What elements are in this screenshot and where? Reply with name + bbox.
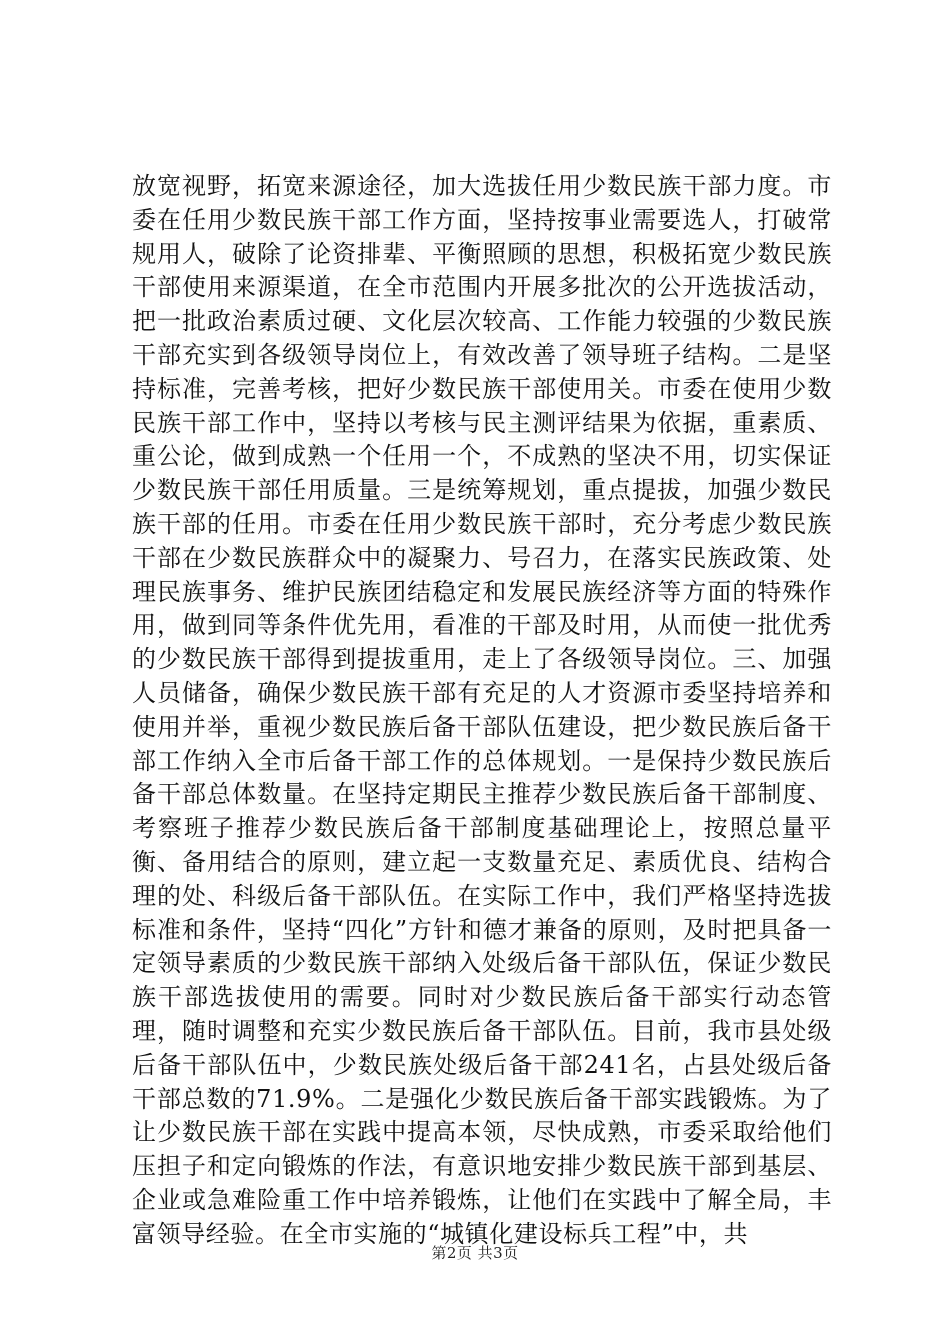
body-paragraph: 放宽视野，拓宽来源途径，加大选拔任用少数民族干部力度。市委在任用少数民族干部工作方面，坚持按事业需要选人，打破常规用人，破除了论资排辈、平衡照顾的思想，积极拓宽少数民族干部使用来源渠道，在全市范围内开展多批次的公开选拔活动，把一批政治素质过硬、文化层次较高、工作能力较强的少数民族干部充实到各级领导岗位上，有效改善了领导班子结构。二是坚持标准，完善考核，把好少数民族干部使用关。市委在使用少数民族干部工作中，坚持以考核与民主测评结果为依据，重素质、重公论，做到成熟一个任用一个，不成熟的坚决不用，切实保证少数民族干部任用质量。三是统筹规划，重点提拔，加强少数民族干部的任用。市委在任用少数民族干部时，充分考虑少数民族干部在少数民族群众中的凝聚力、号召力，在落实民族政策、处理民族事务、维护民族团结稳定和发展民族经济等方面的特殊作用，做到同等条件优先用，看准的干部及时用，从而使一批优秀的少数民族干部得到提拔重用，走上了各级领导岗位。三、加强人员储备，确保少数民族干部有充足的人才资源市委坚持培养和使用并举，重视少数民族后备干部队伍建设，把少数民族后备干部工作纳入全市后备干部工作的总体规划。一是保持少数民族后备干部总体数量。在坚持定期民主推荐少数民族后备干部制度、考察班子推荐少数民族后备干部制度基础理论上，按照总量平衡、备用结合的原则，建立起一支数量充足、素质优良、结构合理的处、科级后备干部队伍。在实际工作中，我们严格坚持选拔标准和条件，坚持“四化”方针和德才兼备的原则，及时把具备一定领导素质的少数民族干部纳入处级后备干部队伍，保证少数民族干部选拔使用的需要。同时对少数民族后备干部实行动态管理，随时调整和充实少数民族后备干部队伍。目前，我市县处级后备干部队伍中，少数民族处级后备干部241名，占县处级后备干部总数的71.9%。二是强化少数民族后备干部实践锻炼。为了让少数民族干部在实践中提高本领，尽快成熟，市委采取给他们压担子和定向锻炼的作法，有意识地安排少数民族干部到基层、企业或急难险重工作中培养锻炼，让他们在实践中了解全局，丰富领导经验。在全市实施的“城镇化建设标兵工程”中，共 <box>132 172 832 1248</box>
page-number-footer: 第2页 共3页 <box>431 1244 519 1262</box>
